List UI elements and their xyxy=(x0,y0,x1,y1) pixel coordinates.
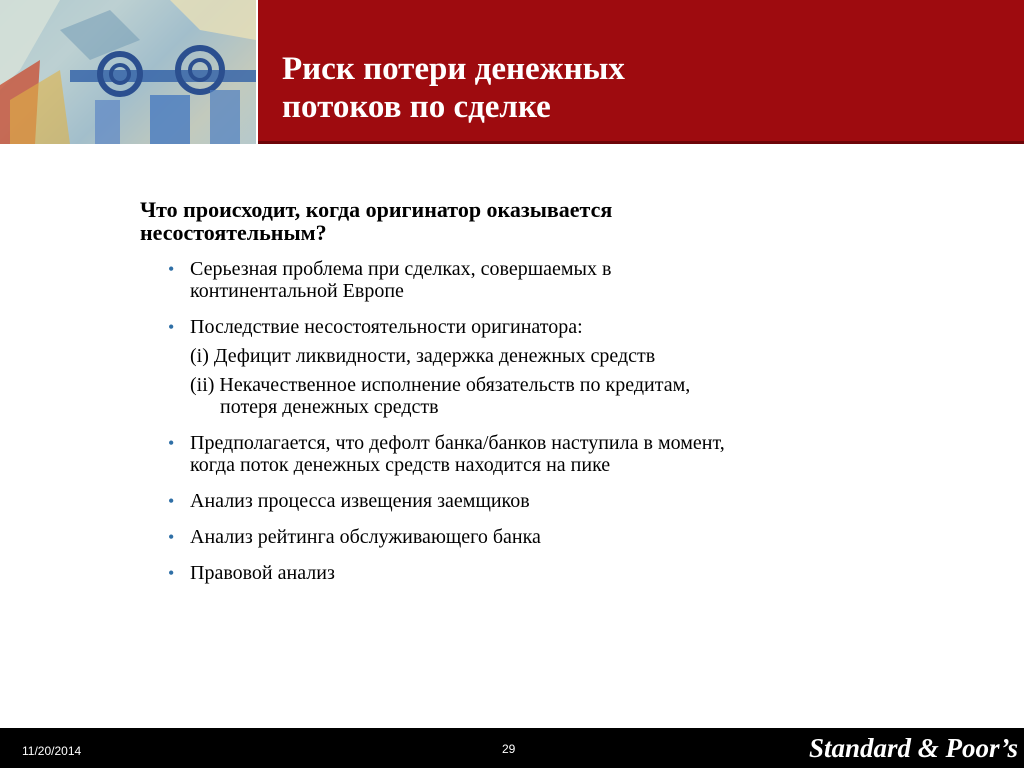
sub-point-text: (ii) Некачественное исполнение обязательств по кредитам, xyxy=(190,374,691,396)
bullet-text: Последствие несостоятельности оригинатора: xyxy=(190,316,583,338)
bullet-list xyxy=(140,258,900,584)
brand-logo-text: Standard & Poor’s xyxy=(808,733,1018,763)
question-heading xyxy=(140,198,900,244)
bullet-text: Анализ процесса извещения заемщиков xyxy=(190,490,530,512)
footer-bar xyxy=(0,728,1024,768)
header-banknote-image xyxy=(0,0,256,144)
bullet-item xyxy=(140,562,900,584)
bullet-icon: • xyxy=(168,259,175,279)
bullet-text: когда поток денежных средств находится на пике xyxy=(190,454,611,476)
bullet-text: Правовой анализ xyxy=(190,562,335,584)
slide-body xyxy=(140,198,900,598)
title-bar xyxy=(256,0,1024,144)
slide-title xyxy=(282,50,982,126)
slide-title-line-1: Риск потери денежных xyxy=(282,51,625,87)
bullet-item xyxy=(140,258,900,302)
bullet-icon: • xyxy=(168,491,175,511)
sub-point-text: потеря денежных средств xyxy=(220,396,439,418)
title-bar-rule xyxy=(258,141,1024,144)
bullet-item xyxy=(140,490,900,512)
bullet-item xyxy=(140,526,900,548)
bullet-icon: • xyxy=(168,563,175,583)
page-number: 29 xyxy=(502,742,516,756)
slide-title-line-2: потоков по сделке xyxy=(282,89,551,125)
bullet-icon: • xyxy=(168,527,175,547)
bullet-text: континентальной Европе xyxy=(190,280,404,302)
question-line-2: несостоятельным? xyxy=(140,220,327,245)
footer-date: 11/20/2014 xyxy=(22,744,82,758)
bullet-text: Предполагается, что дефолт банка/банков наступила в момент, xyxy=(190,432,725,454)
question-line-1: Что происходит, когда оригинатор оказывается xyxy=(140,197,613,222)
bullet-icon: • xyxy=(168,433,175,453)
sub-point-text: (i) Дефицит ликвидности, задержка денежных средств xyxy=(190,345,656,367)
classical-columns-illustration xyxy=(0,0,256,144)
bullet-item xyxy=(140,432,900,476)
bullet-item xyxy=(140,316,900,418)
bullet-text: Анализ рейтинга обслуживающего банка xyxy=(190,526,541,548)
bullet-icon: • xyxy=(168,317,175,337)
bullet-text: Серьезная проблема при сделках, совершаемых в xyxy=(190,258,612,280)
